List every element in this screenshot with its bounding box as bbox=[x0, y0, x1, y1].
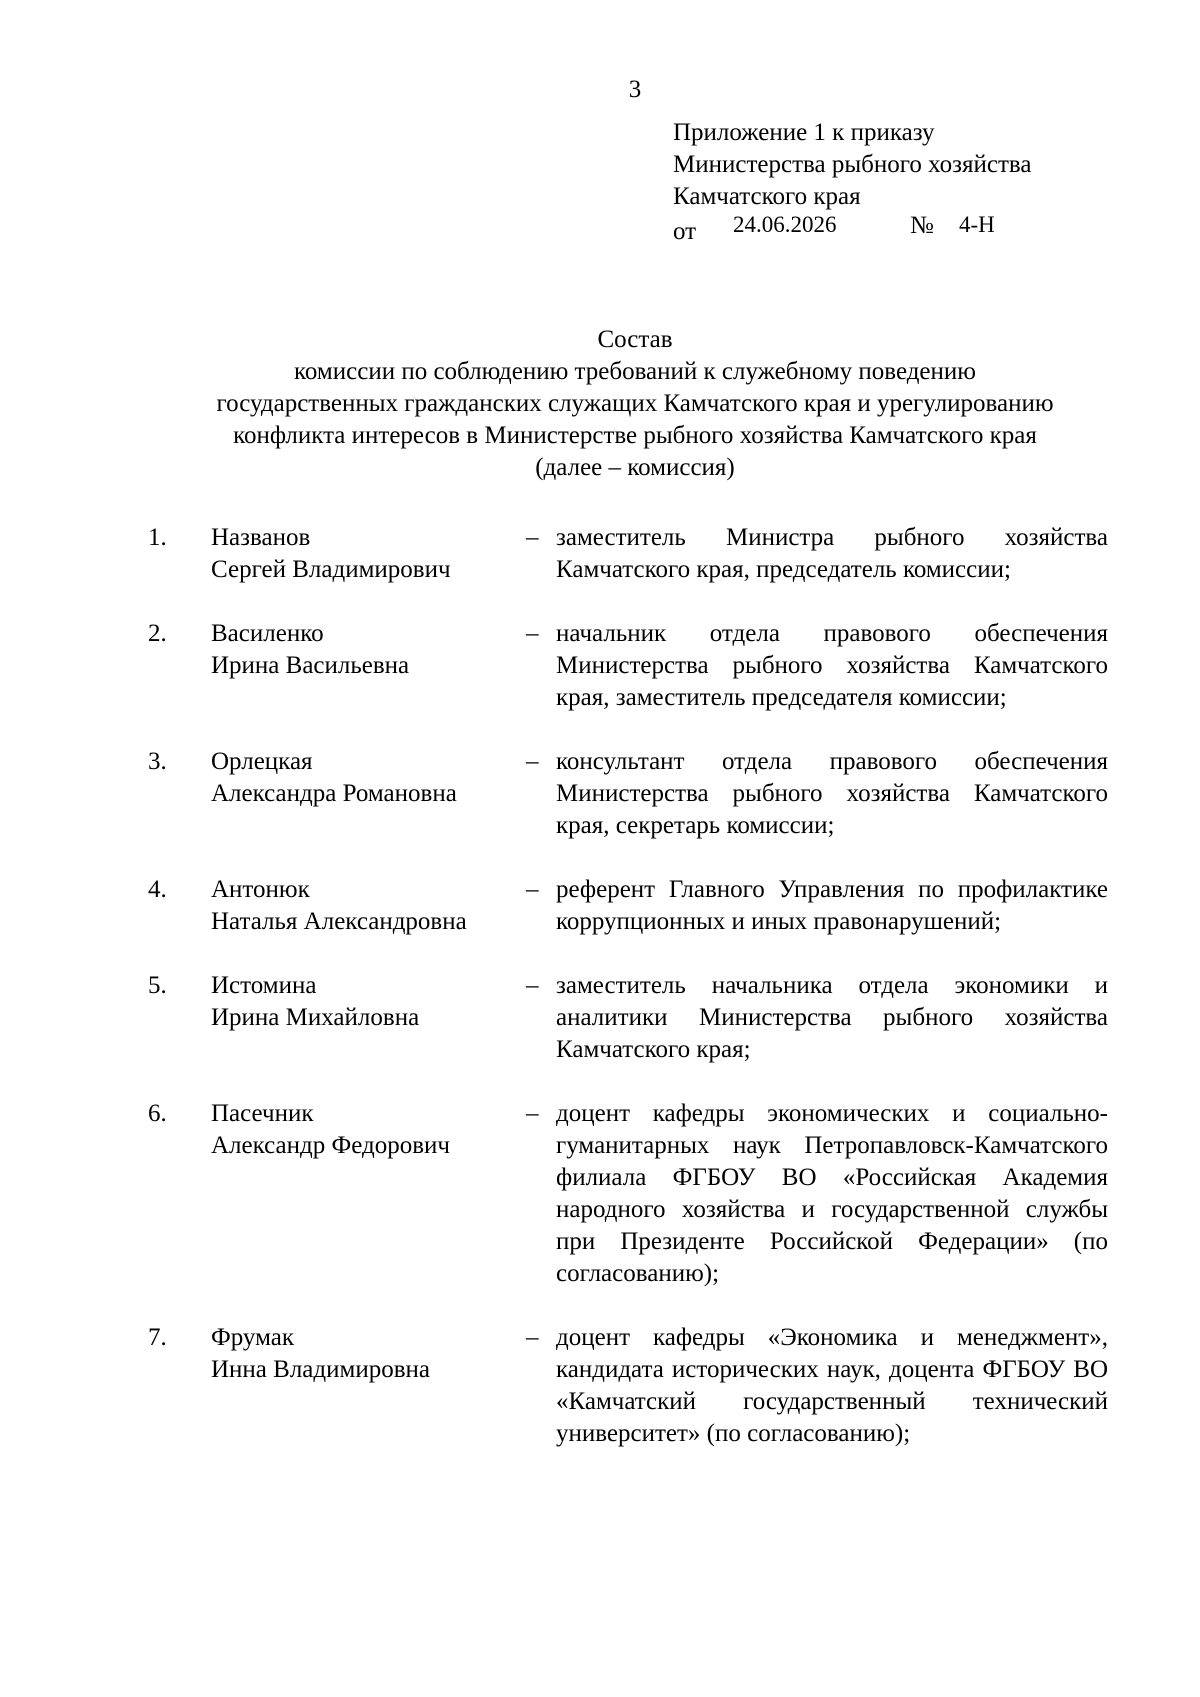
title-line-3: государственных гражданских служащих Камчатского края и урегулированию bbox=[216, 390, 1054, 417]
member-name bbox=[211, 1322, 541, 1386]
member-dash: – bbox=[526, 620, 539, 647]
member-item bbox=[148, 874, 1108, 938]
member-number: 1. bbox=[148, 524, 167, 551]
member-position: заместитель Министра рыбного хозяйства Камчатского края, председатель комиссии; bbox=[556, 524, 1108, 583]
page-number: 3 bbox=[628, 76, 642, 103]
title-line-1: Состав bbox=[597, 326, 673, 353]
member-position: доцент кафедры «Экономика и менеджмент», кандидата исторических наук, доцента ФГБОУ ВО «Камчатский государственный технический университет» (по согласованию); bbox=[556, 1324, 1108, 1447]
member-name bbox=[211, 874, 541, 938]
title-line-4: конфликта интересов в Министерстве рыбного хозяйства Камчатского края bbox=[233, 422, 1037, 449]
member-given-names: Александра Романовна bbox=[211, 780, 457, 807]
member-number: 5. bbox=[148, 972, 167, 999]
order-date: 24.06.2026 bbox=[733, 212, 837, 237]
member-number: 7. bbox=[148, 1324, 167, 1351]
member-surname: Орлецкая bbox=[211, 748, 313, 775]
appendix-line-3: Камчатского края bbox=[673, 183, 861, 210]
member-given-names: Александр Федорович bbox=[211, 1132, 450, 1159]
member-name bbox=[211, 1098, 541, 1162]
member-list bbox=[148, 522, 1108, 1482]
member-number: 3. bbox=[148, 748, 167, 775]
member-dash: – bbox=[526, 876, 539, 903]
member-given-names: Ирина Михайловна bbox=[211, 1004, 420, 1031]
member-surname: Истомина bbox=[211, 972, 317, 999]
member-name bbox=[211, 522, 541, 586]
member-dash: – bbox=[526, 748, 539, 775]
order-details bbox=[673, 213, 1153, 245]
member-surname: Пасечник bbox=[211, 1100, 314, 1127]
title-line-2: комиссии по соблюдению требований к служебному поведению bbox=[294, 358, 976, 385]
member-number: 2. bbox=[148, 620, 167, 647]
member-position: консультант отдела правового обеспечения Министерства рыбного хозяйства Камчатского края, секретарь комиссии; bbox=[556, 748, 1108, 839]
member-name bbox=[211, 746, 541, 810]
member-given-names: Ирина Васильевна bbox=[211, 652, 410, 679]
order-date-label: от bbox=[673, 218, 697, 245]
member-given-names: Сергей Владимирович bbox=[211, 556, 451, 583]
member-surname: Фрумак bbox=[211, 1324, 294, 1351]
member-dash: – bbox=[526, 524, 539, 551]
member-dash: – bbox=[526, 972, 539, 999]
appendix-line-1: Приложение 1 к приказу bbox=[673, 119, 935, 146]
order-number: 4-Н bbox=[959, 212, 995, 237]
member-dash: – bbox=[526, 1100, 539, 1127]
member-name bbox=[211, 970, 541, 1034]
member-number: 6. bbox=[148, 1100, 167, 1127]
member-position: референт Главного Управления по профилактике коррупционных и иных правонарушений; bbox=[556, 876, 1108, 935]
member-item bbox=[148, 1098, 1108, 1290]
member-position: доцент кафедры экономических и социально-гуманитарных наук Петропавловск-Камчатского филиала ФГБОУ ВО «Российская Академия народного хозяйства и государственной службы при Президенте Российской Федерации» (по согласованию); bbox=[556, 1100, 1108, 1287]
member-position: заместитель начальника отдела экономики и аналитики Министерства рыбного хозяйства Камчатского края; bbox=[556, 972, 1108, 1063]
member-name bbox=[211, 618, 541, 682]
member-surname: Василенко bbox=[211, 620, 324, 647]
member-surname: Антонюк bbox=[211, 876, 310, 903]
member-item bbox=[148, 1322, 1108, 1450]
member-item bbox=[148, 970, 1108, 1066]
member-item bbox=[148, 522, 1108, 586]
member-given-names: Инна Владимировна bbox=[211, 1356, 430, 1383]
member-item bbox=[148, 746, 1108, 842]
appendix-line-2: Министерства рыбного хозяйства bbox=[673, 151, 1032, 178]
document-title bbox=[140, 324, 1130, 484]
title-line-5: (далее – комиссия) bbox=[535, 454, 735, 481]
member-position: начальник отдела правового обеспечения Министерства рыбного хозяйства Камчатского края, заместитель председателя комиссии; bbox=[556, 620, 1108, 711]
member-item bbox=[148, 618, 1108, 714]
order-number-sign: № bbox=[910, 212, 934, 239]
member-number: 4. bbox=[148, 876, 167, 903]
member-given-names: Наталья Александровна bbox=[211, 908, 467, 935]
member-dash: – bbox=[526, 1324, 539, 1351]
appendix-block bbox=[673, 117, 1153, 245]
member-surname: Названов bbox=[211, 524, 311, 551]
